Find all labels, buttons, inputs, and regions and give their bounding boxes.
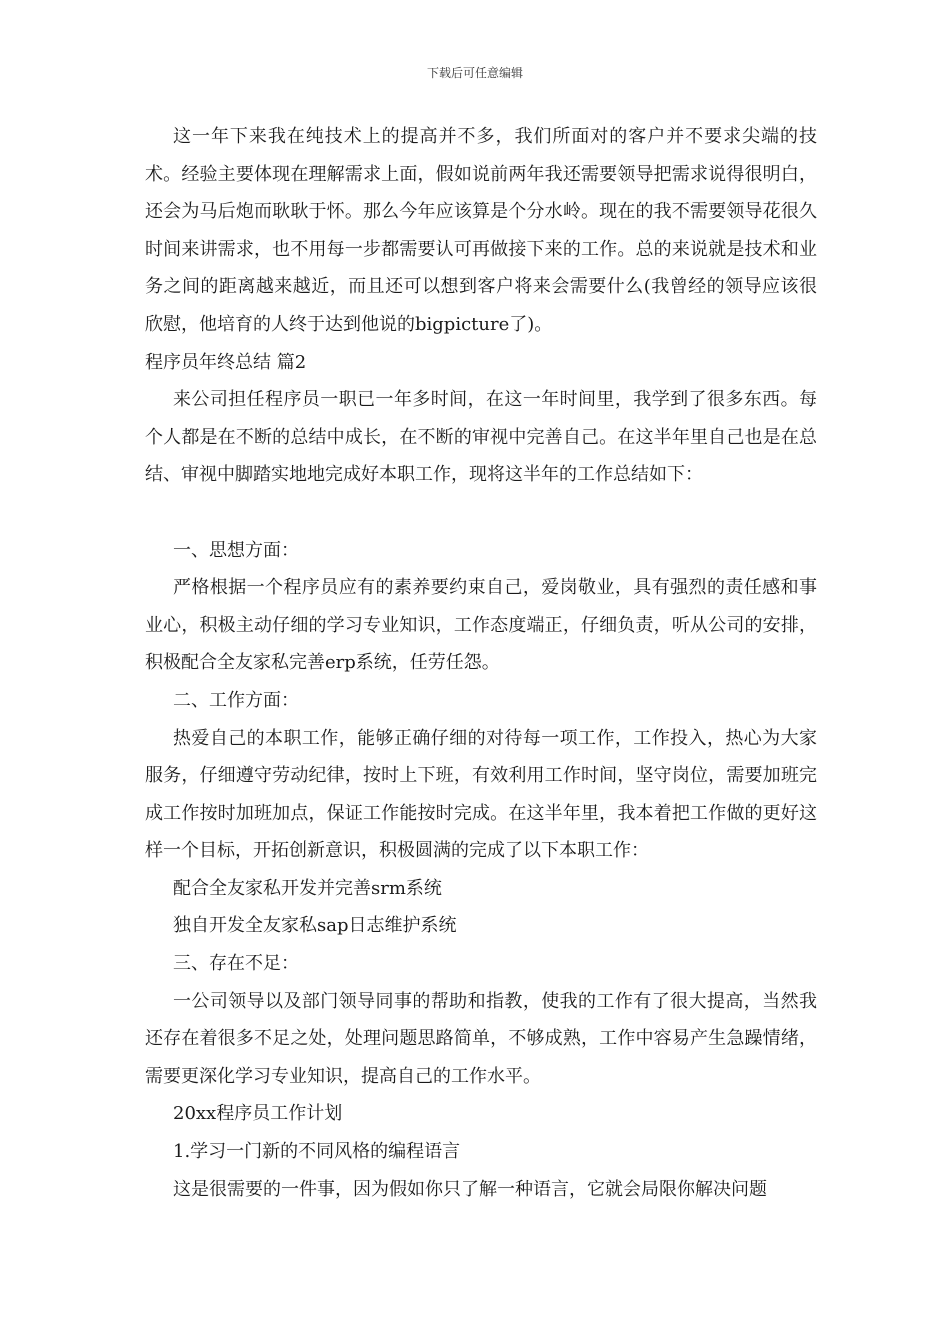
heading-shortcomings: 三、存在不足：: [173, 953, 299, 975]
heading-work: 二、工作方面：: [173, 689, 299, 711]
heading-thoughts: 一、思想方面：: [173, 539, 299, 561]
blank-line: [145, 494, 817, 532]
section-heading-2: 程序员年终总结 篇2: [145, 351, 307, 373]
work-item-srm: 配合全友家私开发并完善srm系统: [173, 877, 442, 899]
paragraph-3: 来公司担任程序员一职已一年多时间，在这一年时间里，我学到了很多东西。每个人都是在不断的总结中成长，在不断的审视中完善自己。在这半年里自己也是在总结、审视中脚踏实地地完成好本职工作，现将这半年的工作总结如下：: [145, 389, 817, 486]
paragraph-plan-1: 这是很需要的一件事，因为假如你只了解一种语言，它就会局限你解决问题: [173, 1178, 767, 1200]
heading-plan: 20xx程序员工作计划: [173, 1103, 343, 1125]
work-item-sap: 独自开发全友家私sap日志维护系统: [173, 915, 457, 937]
paragraph-1: 这一年下来我在纯技术上的提高并不多，我们所面对的客户并不要求尖端的技术。经验主要体现在理解需求上面，假如说前两年我还需要领导把需求说得很明白，还会为马后炮而耿耿于怀。那么今年应该算是个分水岭。现在的我不需要领导花很久时间来讲需求，也不用每一步都需要认可再做接下来的工作。总的来说就是技术和业务之间的距离越来越近，而且还可以想到客户将来会需要什么(我曾经的领导应该很欣慰，他培育的人终于达到他说的bigpicture了)。: [145, 126, 817, 335]
paragraph-shortcomings: 一公司领导以及部门领导同事的帮助和指教，使我的工作有了很大提高，当然我还存在着很多不足之处，处理问题思路简单，不够成熟，工作中容易产生急躁情绪，需要更深化学习专业知识，提高自己的工作水平。: [145, 990, 817, 1087]
paragraph-work: 热爱自己的本职工作，能够正确仔细的对待每一项工作，工作投入，热心为大家服务，仔细遵守劳动纪律，按时上下班，有效利用工作时间，坚守岗位，需要加班完成工作按时加班加点，保证工作能按时完成。在这半年里，我本着把工作做的更好这样一个目标，开拓创新意识，积极圆满的完成了以下本职工作：: [145, 727, 817, 862]
plan-item-1: 1.学习一门新的不同风格的编程语言: [173, 1141, 461, 1163]
page-header-note: 下载后可任意编辑: [426, 66, 523, 80]
paragraph-thoughts: 严格根据一个程序员应有的素养要约束自己，爱岗敬业，具有强烈的责任感和事业心，积极主动仔细的学习专业知识，工作态度端正，仔细负责，听从公司的安排，积极配合全友家私完善erp系统，任劳任怨。: [145, 577, 817, 674]
document-body: [145, 118, 817, 1208]
